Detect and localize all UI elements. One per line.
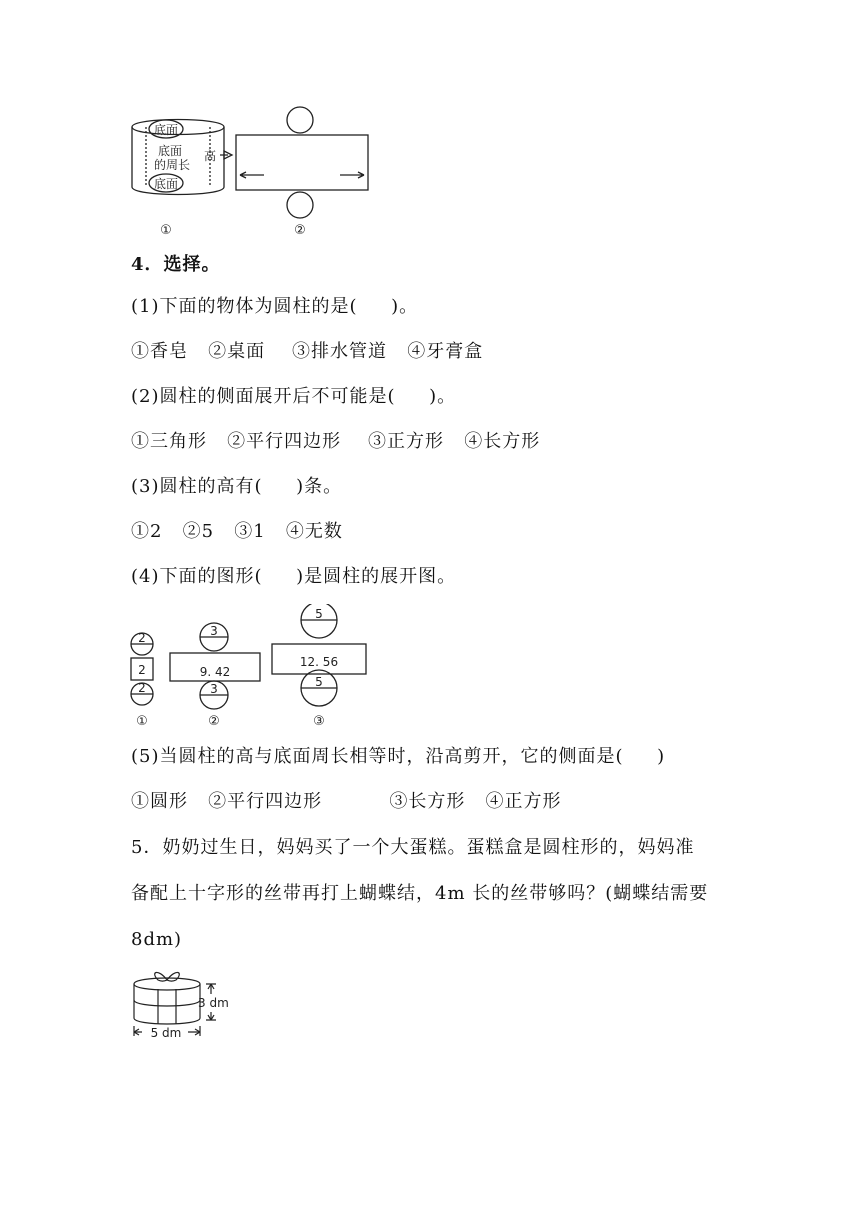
net2-rect-label: 9. 42 [199, 665, 231, 679]
cake-width-label: 5 dm [150, 1026, 182, 1040]
cylinder-net-figure [128, 105, 373, 240]
fig1-label-top-base: 底面 [153, 123, 179, 137]
fig1-label-circumference-a: 底面 [157, 144, 183, 158]
cake-box-figure [128, 966, 238, 1042]
net2-circle-top: 3 [210, 624, 218, 638]
net3-circle-top: 5 [315, 607, 323, 621]
fig2-height-label: 高 [203, 149, 217, 163]
q5-line3: 8dm) [131, 929, 183, 950]
net3-circle-bottom: 5 [315, 675, 323, 689]
net-caption-2: ② [208, 714, 220, 729]
candidate-nets-figure [128, 604, 373, 729]
fig1-caption-1: ① [160, 223, 172, 238]
net3-rect-label: 12. 56 [299, 655, 339, 669]
fig1-caption-2: ② [294, 223, 306, 238]
cake-height-label: 3 dm [198, 996, 229, 1010]
net1-rect-label: 2 [138, 663, 146, 677]
fig1-label-bottom-base: 底面 [153, 177, 179, 191]
net-diagram [220, 107, 368, 218]
net2-circle-bottom: 3 [210, 682, 218, 696]
q4-p3: (3)圆柱的高有( )条。 [131, 476, 343, 497]
q4-p1: (1)下面的物体为圆柱的是( )。 [131, 296, 419, 317]
q4-p5-options: ①圆形 ②平行四边形 ③长方形 ④正方形 [131, 791, 562, 812]
net-caption-3: ③ [313, 714, 325, 729]
q4-p1-options: ①香皂 ②桌面 ③排水管道 ④牙膏盒 [131, 341, 484, 362]
fig1-label-circumference-b: 的周长 [153, 158, 191, 172]
q4-p2-options: ①三角形 ②平行四边形 ③正方形 ④长方形 [131, 431, 541, 452]
q4-p4: (4)下面的图形( )是圆柱的展开图。 [131, 566, 457, 587]
net1-circle-bottom: 2 [138, 681, 146, 695]
q5-line2: 备配上十字形的丝带再打上蝴蝶结，4m 长的丝带够吗？(蝴蝶结需要 [131, 883, 709, 904]
q4-p2: (2)圆柱的侧面展开后不可能是( )。 [131, 386, 457, 407]
net-caption-1: ① [136, 714, 148, 729]
q4-p5: (5)当圆柱的高与底面周长相等时，沿高剪开，它的侧面是( ) [131, 746, 666, 767]
q5-line1: 5．奶奶过生日，妈妈买了一个大蛋糕。蛋糕盒是圆柱形的，妈妈准 [131, 837, 695, 858]
q4-p3-options: ①2 ②5 ③1 ④无数 [131, 521, 343, 542]
q4-heading: 4．选择。 [131, 254, 221, 275]
net1-circle-top: 2 [138, 631, 146, 645]
